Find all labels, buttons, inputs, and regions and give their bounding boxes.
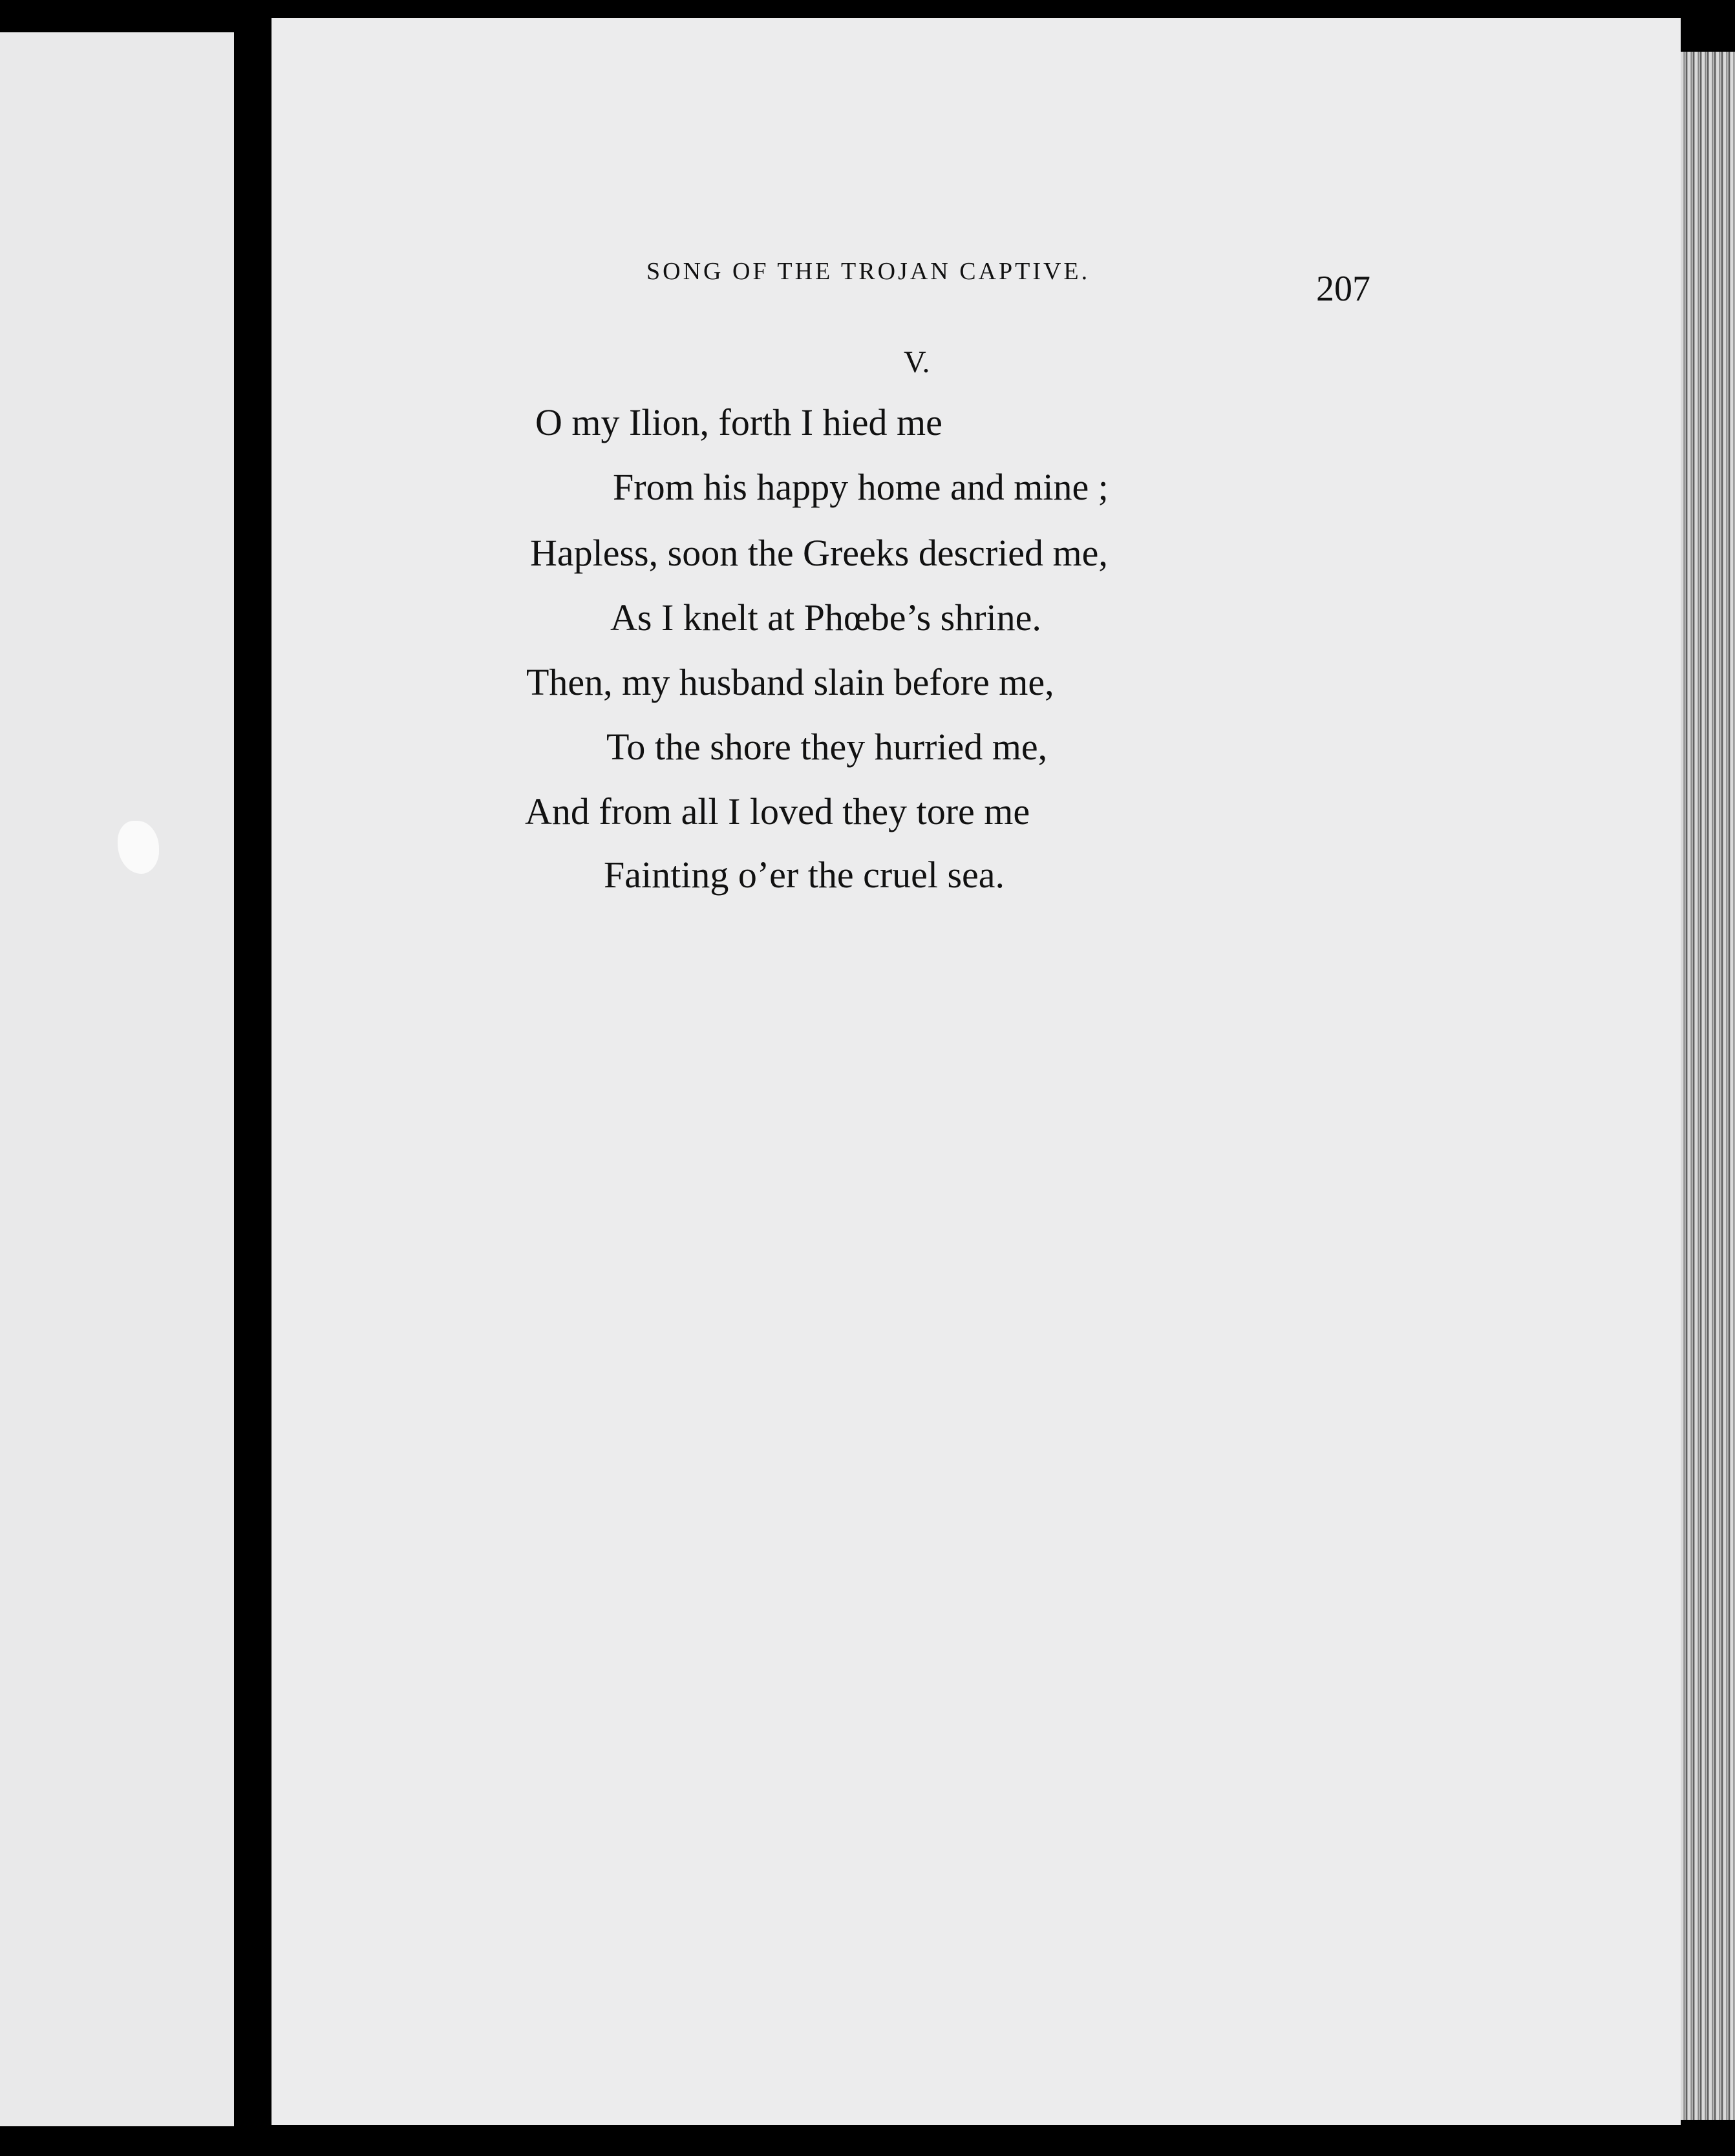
stanza-number: V. — [904, 345, 930, 379]
verse-line: Fainting o’er the cruel sea. — [604, 854, 1005, 896]
page-number: 207 — [1316, 269, 1370, 309]
verse-line: Hapless, soon the Greeks descried me, — [530, 532, 1108, 574]
verse-line: As I knelt at Phœbe’s shrine. — [610, 597, 1041, 639]
right-page — [271, 18, 1681, 2125]
left-page — [0, 32, 234, 2133]
verse-line: To the shore they hurried me, — [606, 726, 1048, 768]
book-binding — [234, 26, 271, 2156]
verse-line: Then, my husband slain before me, — [526, 661, 1054, 703]
running-title: SONG OF THE TROJAN CAPTIVE. — [646, 258, 1091, 285]
verse-line: O my Ilion, forth I hied me — [535, 401, 942, 443]
scan-border — [0, 2126, 1735, 2156]
verse-line: And from all I loved they tore me — [525, 790, 1030, 832]
page-edges — [1681, 52, 1735, 2120]
verse-line: From his happy home and mine ; — [613, 466, 1109, 508]
paper-blemish — [118, 821, 159, 874]
